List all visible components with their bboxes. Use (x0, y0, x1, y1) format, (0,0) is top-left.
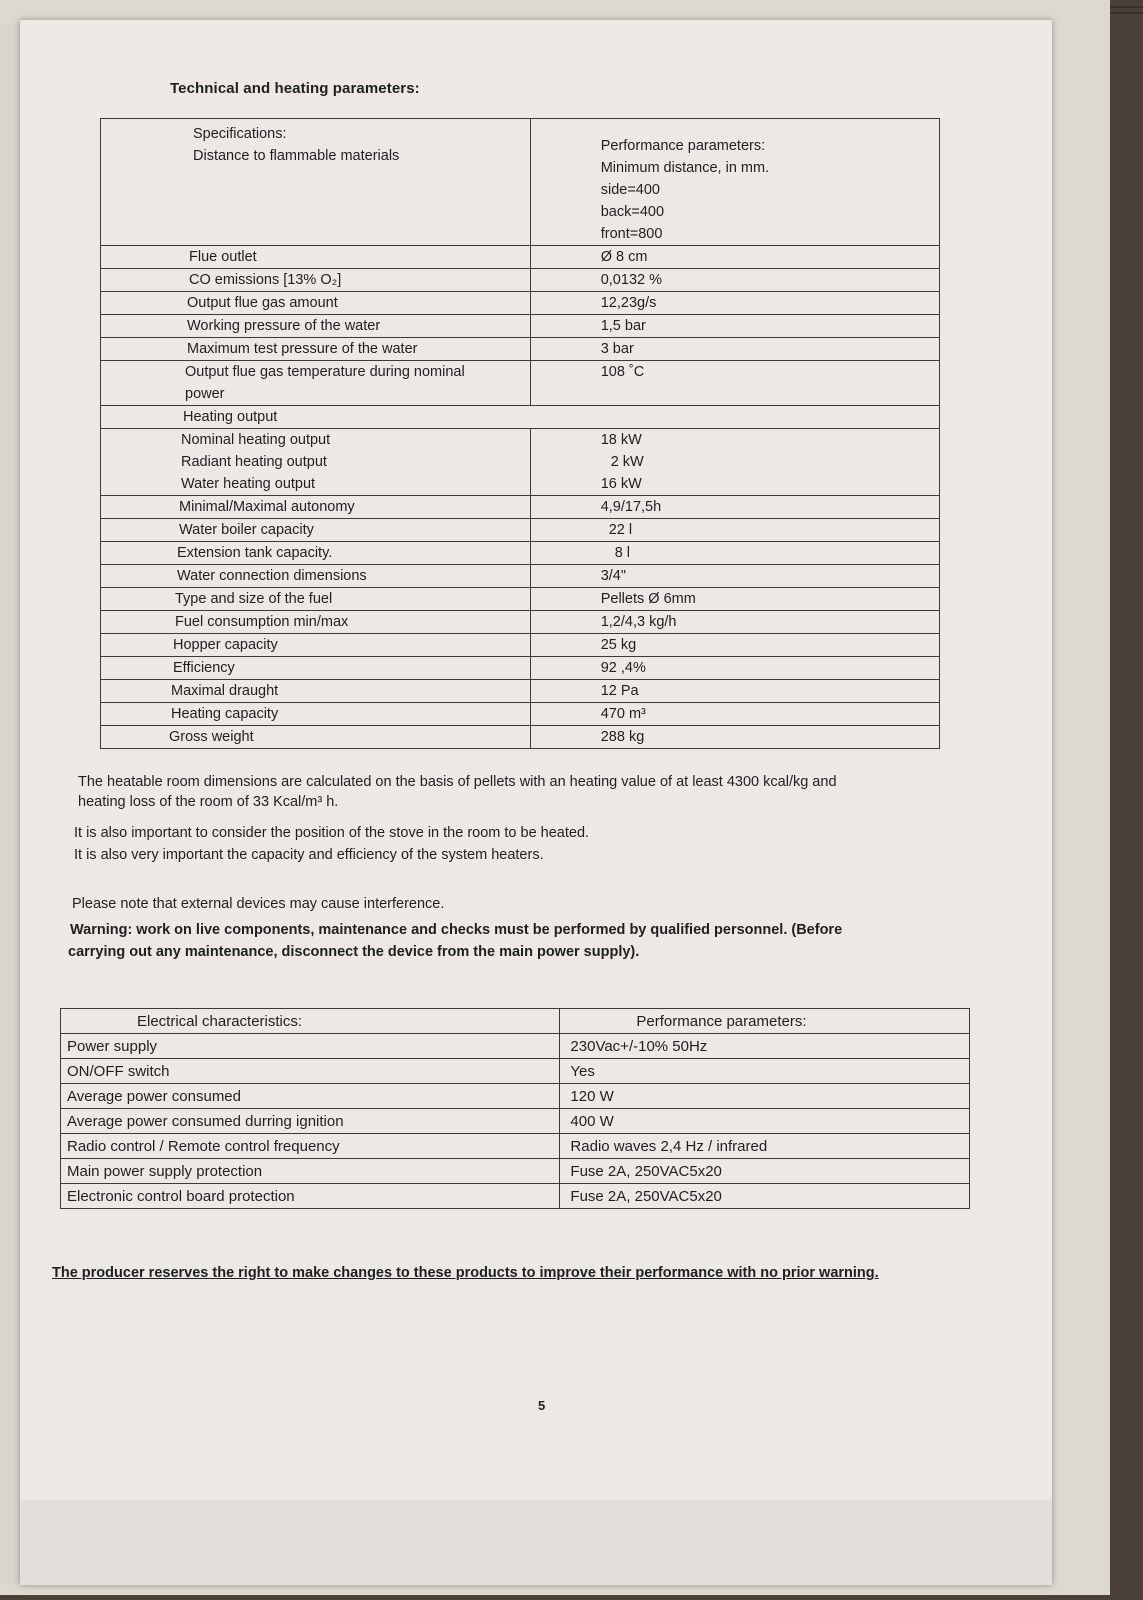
spec-label: Radiant heating output (181, 454, 327, 470)
table-row (101, 726, 940, 749)
spec-label: power (185, 386, 225, 402)
electrical-value: 120 W (570, 1087, 614, 1105)
distance-line: side=400 (600, 182, 660, 198)
warning-line1: Warning: work on live components, maintenance and checks must be performed by qualified personnel. (Before (70, 922, 843, 938)
table-cell (530, 292, 939, 315)
table-cell (560, 1159, 970, 1184)
table-row (61, 1184, 970, 1209)
spec-value: 16 kW (600, 476, 642, 492)
spec-label: Extension tank capacity. (177, 545, 333, 561)
spec-value: 108 ˚C (600, 364, 645, 380)
electrical-header-left: Electrical characteristics: (137, 1012, 303, 1030)
table-cell (101, 338, 531, 361)
spec-label: Gross weight (169, 729, 254, 745)
table-cell (530, 680, 939, 703)
stove-position-note: It is also important to consider the position of the stove in the room to be heated. (74, 825, 590, 841)
table-row (101, 588, 940, 611)
spec-value: 22 l (608, 522, 633, 538)
spec-label: Type and size of the fuel (175, 591, 333, 607)
spec-label: Minimal/Maximal autonomy (179, 499, 355, 515)
spec-header-right: Performance parameters: (600, 138, 766, 154)
table-cell (530, 611, 939, 634)
table-row (101, 634, 940, 657)
table-cell (530, 726, 939, 749)
spec-value: 288 kg (600, 729, 645, 745)
table-cell (560, 1084, 970, 1109)
table-row (101, 269, 940, 292)
table-cell (61, 1134, 560, 1159)
electrical-value: 400 W (570, 1112, 614, 1130)
table-cell (61, 1159, 560, 1184)
spec-value: 470 m³ (600, 706, 646, 722)
table-row (101, 680, 940, 703)
table-cell (61, 1084, 560, 1109)
table-cell (560, 1059, 970, 1084)
table-cell (530, 519, 939, 542)
interference-note: Please note that external devices may cause interference. (72, 896, 445, 912)
spec-label: Maximal draught (171, 683, 279, 699)
table-row (101, 338, 940, 361)
spec-label: Output flue gas amount (187, 295, 338, 311)
electrical-label: Average power consumed (67, 1087, 241, 1105)
electrical-label: Electronic control board protection (67, 1187, 295, 1205)
table-cell (101, 657, 531, 680)
table-cell (101, 429, 531, 496)
table-row (61, 1159, 970, 1184)
spec-label: Water heating output (181, 476, 316, 492)
table-cell (101, 703, 531, 726)
table-row (61, 1134, 970, 1159)
table-cell (530, 315, 939, 338)
distance-line: Minimum distance, in mm. (600, 160, 770, 176)
page-heading: Technical and heating parameters: (170, 80, 420, 97)
electrical-label: ON/OFF switch (67, 1062, 170, 1080)
table-row (61, 1084, 970, 1109)
table-cell (530, 338, 939, 361)
spec-value: Pellets Ø 6mm (600, 591, 696, 607)
spec-label: Fuel consumption min/max (175, 614, 349, 630)
table-cell (101, 726, 531, 749)
table-cell (61, 1059, 560, 1084)
heating-output-heading: Heating output (183, 409, 278, 425)
table-cell (560, 1184, 970, 1209)
table-row (61, 1109, 970, 1134)
spec-label: Output flue gas temperature during nominal (185, 364, 465, 380)
electrical-label: Power supply (67, 1037, 158, 1055)
spec-label: Flue outlet (189, 249, 257, 265)
table-cell (101, 611, 531, 634)
table-cell (530, 496, 939, 519)
spec-value: 3/4" (600, 568, 627, 584)
table-row (101, 292, 940, 315)
table-cell (101, 292, 531, 315)
table-cell (61, 1034, 560, 1059)
table-cell (61, 1184, 560, 1209)
spec-value: 1,2/4,3 kg/h (600, 614, 677, 630)
spec-label: Nominal heating output (181, 432, 331, 448)
spec-label: Maximum test pressure of the water (187, 341, 418, 357)
table-cell (560, 1109, 970, 1134)
spec-value: 18 kW (600, 432, 642, 448)
spec-header-left: Specifications: (193, 126, 287, 142)
system-heaters-note: It is also very important the capacity and efficiency of the system heaters. (74, 847, 544, 863)
table-cell (530, 634, 939, 657)
table-cell (530, 269, 939, 292)
table-cell (530, 246, 939, 269)
table-row (101, 703, 940, 726)
table-cell (101, 315, 531, 338)
producer-disclaimer: The producer reserves the right to make changes to these products to improve their performance with no prior warning. (52, 1265, 879, 1281)
table-cell (530, 657, 939, 680)
table-row (101, 315, 940, 338)
spec-value: 0,0132 % (600, 272, 662, 288)
heatable-room-note-line1: The heatable room dimensions are calculated on the basis of pellets with an heating value of at least 4300 kcal/kg and (78, 774, 837, 790)
table-cell (101, 542, 531, 565)
table-cell (101, 246, 531, 269)
table-row (101, 496, 940, 519)
table-row (101, 542, 940, 565)
spec-header-left-cell (101, 119, 531, 246)
distance-line: back=400 (600, 204, 665, 220)
spec-label: CO emissions [13% O₂] (189, 272, 342, 288)
spec-label: Water boiler capacity (179, 522, 314, 538)
spec-label: Heating capacity (171, 706, 279, 722)
table-cell (560, 1034, 970, 1059)
spec-value: 92 ,4% (600, 660, 646, 676)
table-row (101, 361, 940, 406)
spec-label: Working pressure of the water (187, 318, 381, 334)
table-cell (101, 406, 940, 429)
electrical-label: Main power supply protection (67, 1162, 263, 1180)
spec-value: 3 bar (600, 341, 634, 357)
table-cell (101, 269, 531, 292)
electrical-header-right: Performance parameters: (636, 1012, 807, 1030)
table-cell (101, 496, 531, 519)
table-cell (101, 680, 531, 703)
table-cell (101, 519, 531, 542)
table-cell (560, 1009, 970, 1034)
spec-value: Ø 8 cm (600, 249, 648, 265)
spec-label: Hopper capacity (173, 637, 278, 653)
table-cell (560, 1134, 970, 1159)
technical-spec-table (100, 118, 940, 749)
electrical-header-row (61, 1009, 970, 1034)
page-shadow (20, 1500, 1052, 1585)
spec-label: Water connection dimensions (177, 568, 367, 584)
warning-line2: carrying out any maintenance, disconnect the device from the main power supply). (68, 944, 640, 960)
electrical-value: Yes (570, 1062, 595, 1080)
table-row (61, 1059, 970, 1084)
spec-value: 8 l (614, 545, 631, 561)
electrical-value: Fuse 2A, 250VAC5x20 (570, 1162, 722, 1180)
table-cell (101, 565, 531, 588)
spec-value: 2 kW (610, 454, 644, 470)
table-cell (61, 1009, 560, 1034)
table-row (101, 565, 940, 588)
spec-label: Efficiency (173, 660, 235, 676)
table-cell (530, 542, 939, 565)
table-row (101, 519, 940, 542)
table-cell (101, 361, 531, 406)
electrical-value: 230Vac+/-10% 50Hz (570, 1037, 708, 1055)
heading-row (101, 406, 940, 429)
table-row (101, 429, 940, 496)
table-cell (61, 1109, 560, 1134)
spec-value: 12,23g/s (600, 295, 657, 311)
spec-value: 4,9/17,5h (600, 499, 662, 515)
table-row (101, 657, 940, 680)
table-cell (530, 588, 939, 611)
page-number: 5 (538, 1398, 546, 1413)
electrical-value: Fuse 2A, 250VAC5x20 (570, 1187, 722, 1205)
electrical-label: Average power consumed durring ignition (67, 1112, 344, 1130)
table-cell (101, 634, 531, 657)
distance-label: Distance to flammable materials (193, 148, 400, 164)
table-row (101, 246, 940, 269)
electrical-value: Radio waves 2,4 Hz / infrared (570, 1137, 768, 1155)
heatable-room-note-line2: heating loss of the room of 33 Kcal/m³ h. (78, 794, 339, 810)
table-row (61, 1034, 970, 1059)
spec-value: 12 Pa (600, 683, 639, 699)
spec-value: 25 kg (600, 637, 637, 653)
table-cell (530, 429, 939, 496)
table-row (101, 611, 940, 634)
table-cell (530, 361, 939, 406)
distance-line: front=800 (600, 226, 663, 242)
table-cell (530, 703, 939, 726)
electrical-label: Radio control / Remote control frequency (67, 1137, 340, 1155)
table-cell (530, 565, 939, 588)
electrical-characteristics-table (60, 1008, 970, 1209)
spec-header-row (101, 119, 940, 246)
spec-header-right-cell (530, 119, 939, 246)
table-cell (101, 588, 531, 611)
spec-value: 1,5 bar (600, 318, 646, 334)
